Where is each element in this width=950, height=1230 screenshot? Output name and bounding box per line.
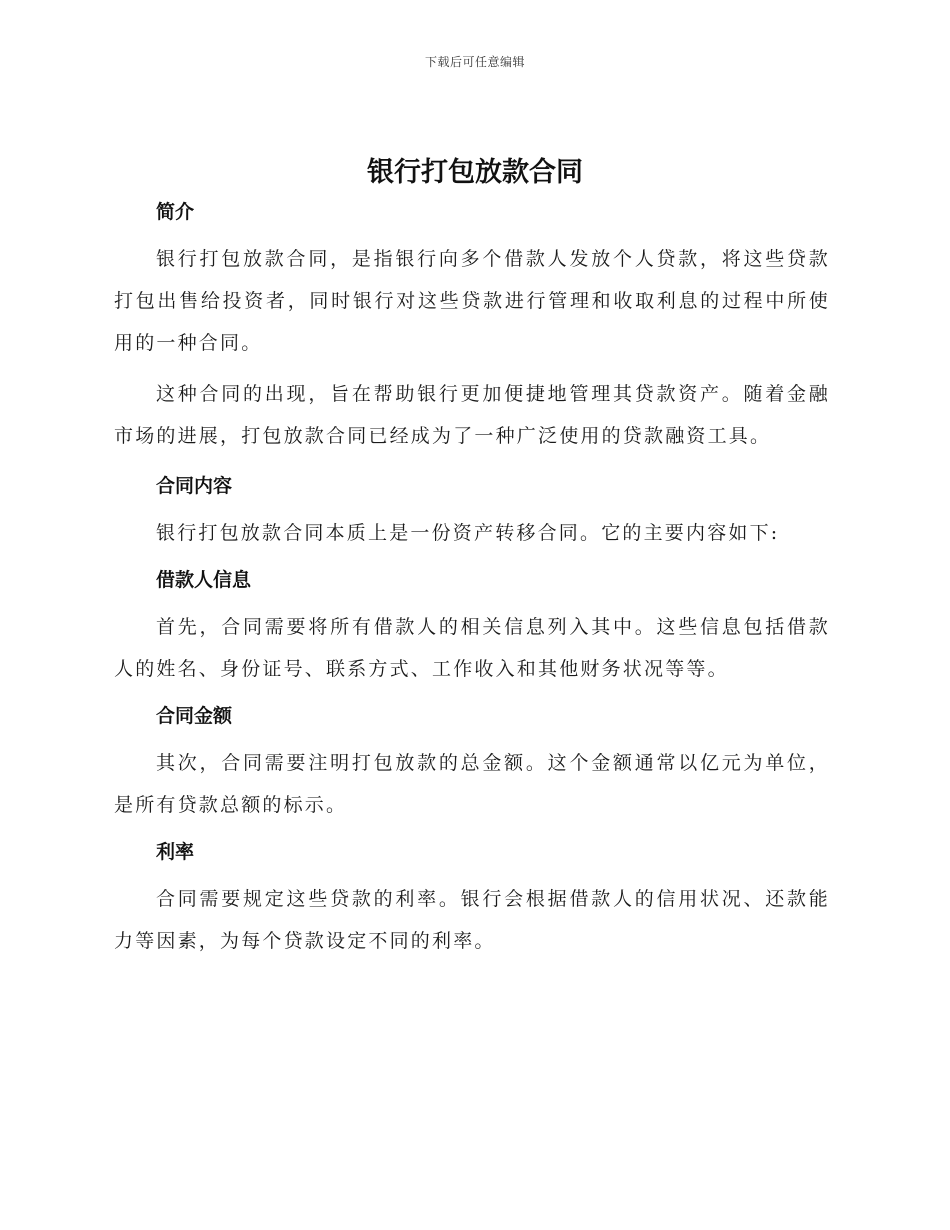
paragraph-borrower-info: 首先，合同需要将所有借款人的相关信息列入其中。这些信息包括借款人的姓名、身份证号、联系方式、工作收入和其他财务状况等等。 xyxy=(114,616,830,680)
page-header-note: 下载后可任意编辑 xyxy=(424,55,525,69)
paragraph-interest-rate: 合同需要规定这些贷款的利率。银行会根据借款人的信用状况、还款能力等因素，为每个贷款设定不同的利率。 xyxy=(114,888,830,952)
section-heading-contract-amount: 合同金额 xyxy=(156,705,233,727)
paragraph-contract-content: 银行打包放款合同本质上是一份资产转移合同。它的主要内容如下: xyxy=(156,522,780,544)
document-title: 银行打包放款合同 xyxy=(367,157,583,188)
document-body xyxy=(114,192,830,962)
paragraph-intro-2: 这种合同的出现，旨在帮助银行更加便捷地管理其贷款资产。随着金融市场的进展，打包放款合同已经成为了一种广泛使用的贷款融资工具。 xyxy=(114,383,830,447)
section-heading-contract-content: 合同内容 xyxy=(156,475,233,497)
paragraph-contract-amount: 其次，合同需要注明打包放款的总金额。这个金额通常以亿元为单位，是所有贷款总额的标示。 xyxy=(114,752,830,816)
paragraph-intro-1: 银行打包放款合同，是指银行向多个借款人发放个人贷款，将这些贷款打包出售给投资者，同时银行对这些贷款进行管理和收取利息的过程中所使用的一种合同。 xyxy=(114,248,830,354)
section-heading-interest-rate: 利率 xyxy=(156,841,195,863)
section-heading-borrower-info: 借款人信息 xyxy=(156,569,252,591)
section-heading-intro: 简介 xyxy=(156,201,195,223)
